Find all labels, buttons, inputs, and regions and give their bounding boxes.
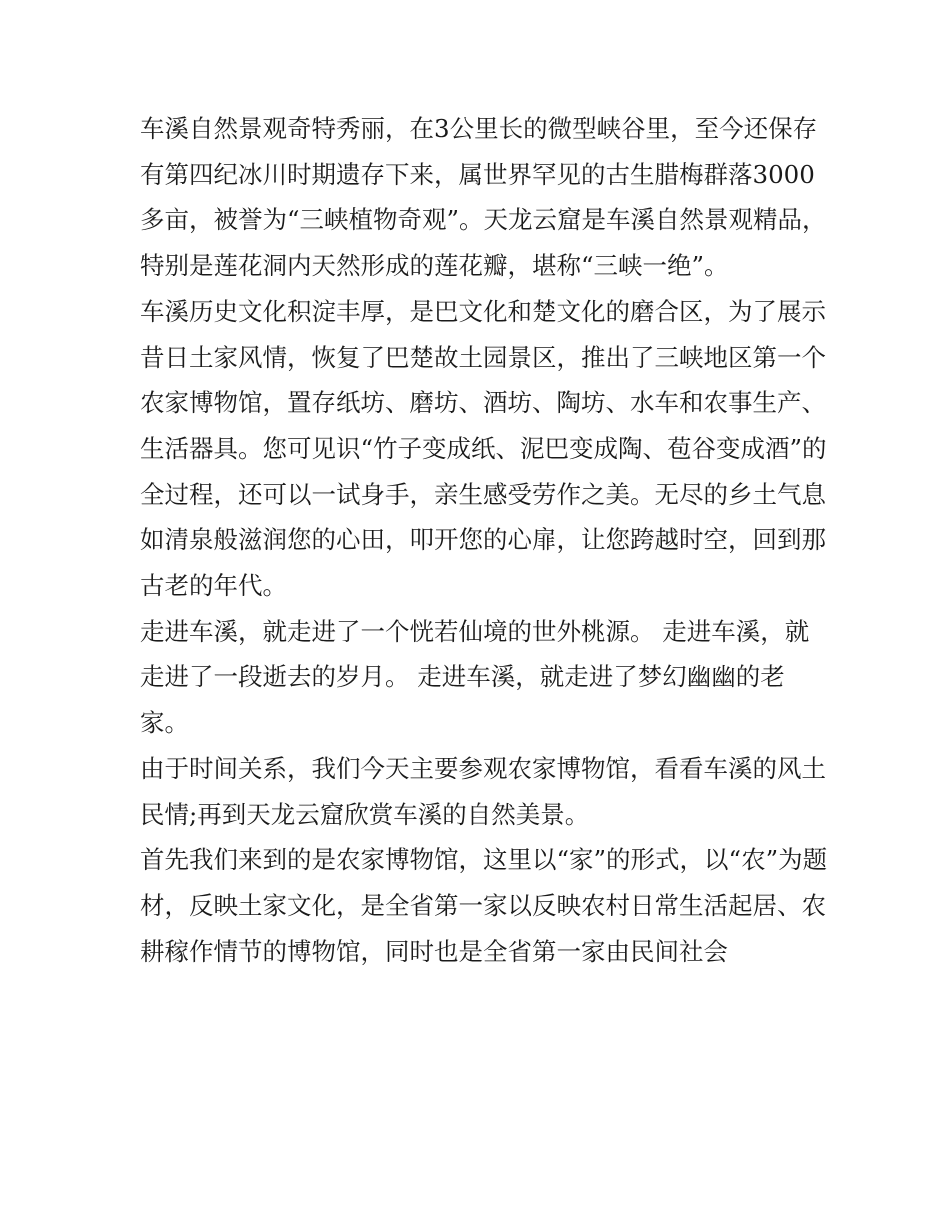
paragraph-itinerary: 由于时间关系，我们今天主要参观农家博物馆，看看车溪的风土民情;再到天龙云窟欣赏车溪的自然美景。 xyxy=(140,753,826,829)
paragraph-chexi-scenery: 车溪自然景观奇特秀丽，在3公里长的微型峡谷里，至今还保存有第四纪冰川时期遗存下来，属世界罕见的古生腊梅群落3000多亩，被誉为“三峡植物奇观”。天龙云窟是车溪自然景观精品，特别是莲花洞内天然形成的莲花瓣，堪称“三峡一绝”。 xyxy=(140,114,827,281)
paragraph-chexi-history: 车溪历史文化积淀丰厚，是巴文化和楚文化的磨合区，为了展示昔日土家风情，恢复了巴楚故土园景区，推出了三峡地区第一个农家博物馆，置存纸坊、磨坊、酒坊、陶坊、水车和农事生产、生活器具。您可见识“竹子变成纸、泥巴变成陶、苞谷变成酒”的全过程，还可以一试身手，亲生感受劳作之美。无尽的乡土气息如清泉般滋润您的心田，叩开您的心扉，让您跨越时空，回到那古老的年代。 xyxy=(140,296,827,601)
paragraph-farm-museum: 首先我们来到的是农家博物馆，这里以“家”的形式，以“农”为题材，反映土家文化，是全省第一家以反映农村日常生活起居、农耕稼作情节的博物馆，同时也是全省第一家由民间社会 xyxy=(140,845,828,966)
document-body xyxy=(140,106,830,974)
paragraph-walk-into-chexi: 走进车溪，就走进了一个恍若仙境的世外桃源。 走进车溪，就走进了一段逝去的岁月。 走进车溪，就走进了梦幻幽幽的老家。 xyxy=(140,616,810,738)
